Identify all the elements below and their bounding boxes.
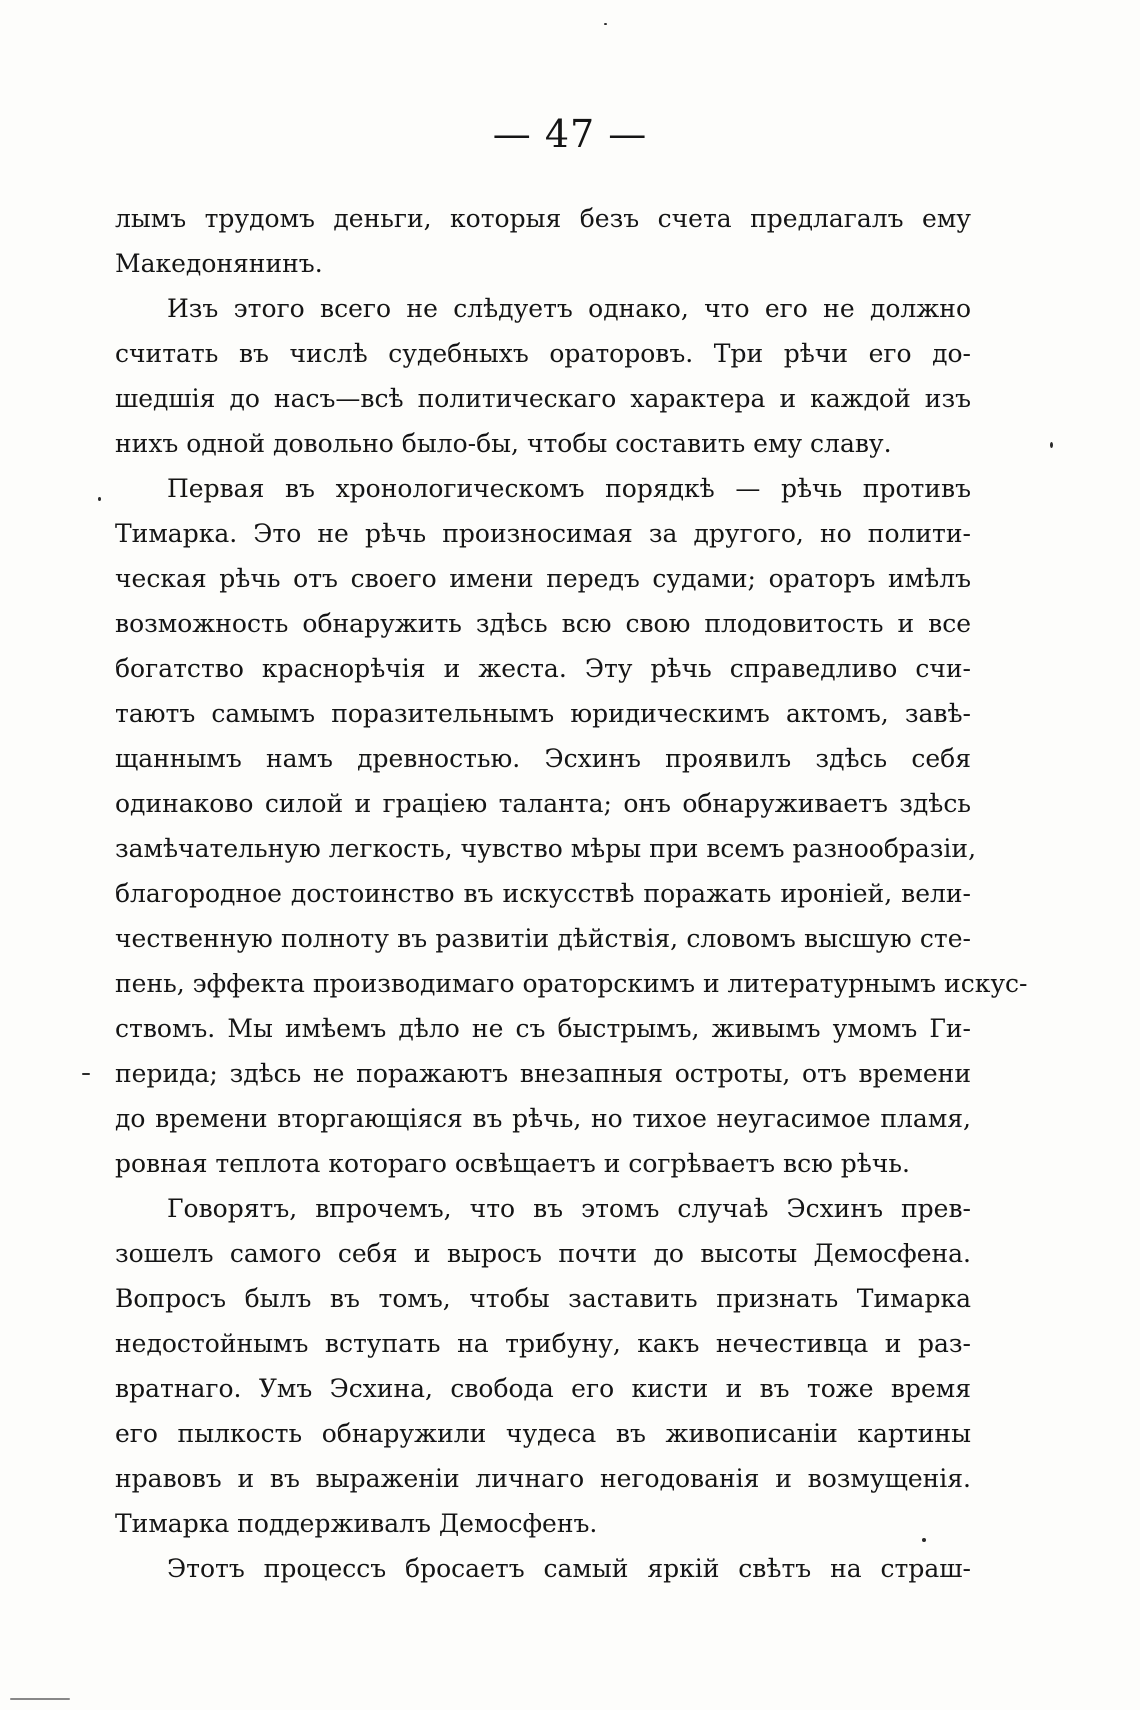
text-line: Первая въ хронологическомъ порядкѣ — рѣчь противъ bbox=[167, 474, 971, 503]
text-line: благородное достоинство въ искусствѣ поражать ироніей, вели- bbox=[115, 879, 971, 908]
text-line: Македонянинъ. bbox=[115, 249, 323, 278]
text-line: чественную полноту въ развитіи дѣйствія, словомъ высшую сте- bbox=[115, 924, 971, 953]
text-line: Вопросъ былъ въ томъ, чтобы заставить признать Тимарка bbox=[115, 1284, 971, 1313]
text-line: Изъ этого всего не слѣдуетъ однако, что его не должно bbox=[167, 294, 971, 323]
text-line: считать въ числѣ судебныхъ ораторовъ. Три рѣчи его до- bbox=[115, 339, 971, 368]
print-speck bbox=[1050, 442, 1053, 448]
paragraph bbox=[115, 1186, 971, 1546]
text-line: богатство краснорѣчія и жеста. Эту рѣчь справедливо счи- bbox=[115, 654, 971, 683]
paragraph bbox=[115, 466, 1028, 1186]
text-line: перида; здѣсь не поражаютъ внезапныя остроты, отъ времени bbox=[115, 1059, 971, 1088]
text-line: Тимарка поддерживалъ Демосфенъ. bbox=[115, 1509, 598, 1538]
paragraph bbox=[115, 1546, 971, 1591]
text-line: до времени вторгающіяся въ рѣчь, но тихое неугасимое пламя, bbox=[115, 1104, 971, 1133]
text-line: одинаково силой и граціею таланта; онъ обнаруживаетъ здѣсь bbox=[115, 789, 971, 818]
text-line: ческая рѣчь отъ своего имени передъ судами; ораторъ имѣлъ bbox=[115, 564, 971, 593]
text-line: его пылкость обнаружили чудеса въ живописаніи картины bbox=[115, 1419, 971, 1448]
text-line: пень, эффекта производимаго ораторскимъ и литературнымъ искус- bbox=[115, 969, 1028, 998]
print-speck bbox=[604, 23, 607, 25]
text-line: щаннымъ намъ древностью. Эсхинъ проявилъ здѣсь себя bbox=[115, 744, 971, 773]
text-line: Говорятъ, впрочемъ, что въ этомъ случаѣ Эсхинъ прев- bbox=[167, 1194, 971, 1223]
print-speck bbox=[82, 1073, 90, 1075]
text-line: нихъ одной довольно было-бы, чтобы составить ему славу. bbox=[115, 429, 892, 458]
text-line: вратнаго. Умъ Эсхина, свобода его кисти и въ тоже время bbox=[115, 1374, 971, 1403]
text-line: зошелъ самого себя и выросъ почти до высоты Демосфена. bbox=[115, 1239, 971, 1268]
text-line: лымъ трудомъ деньги, которыя безъ счета предлагалъ ему bbox=[115, 204, 971, 233]
text-line: ровная теплота котораго освѣщаетъ и согрѣваетъ всю рѣчь. bbox=[115, 1149, 910, 1178]
body-text bbox=[115, 196, 1028, 1591]
text-line: таютъ самымъ поразительнымъ юридическимъ актомъ, завѣ- bbox=[115, 699, 971, 728]
text-line: нравовъ и въ выраженіи личнаго негодованія и возмущенія. bbox=[115, 1464, 971, 1493]
print-speck bbox=[922, 1538, 926, 1542]
text-line: Этотъ процессъ бросаетъ самый яркій свѣтъ на страш- bbox=[167, 1554, 971, 1583]
text-line: возможность обнаружить здѣсь всю свою плодовитость и все bbox=[115, 609, 971, 638]
text-line: недостойнымъ вступать на трибуну, какъ нечестивца и раз- bbox=[115, 1329, 971, 1358]
text-line: ствомъ. Мы имѣемъ дѣло не съ быстрымъ, живымъ умомъ Ги- bbox=[115, 1014, 971, 1043]
text-line: шедшія до насъ—всѣ политическаго характера и каждой изъ bbox=[115, 384, 971, 413]
paragraph bbox=[115, 286, 971, 466]
paragraph bbox=[115, 196, 971, 286]
text-line: Тимарка. Это не рѣчь произносимая за другого, но полити- bbox=[115, 519, 971, 548]
text-line: замѣчательную легкость, чувство мѣры при всемъ разнообразіи, bbox=[115, 834, 977, 863]
print-speck bbox=[10, 1698, 70, 1700]
print-speck bbox=[98, 497, 101, 501]
page-number: — 47 — bbox=[492, 112, 648, 156]
